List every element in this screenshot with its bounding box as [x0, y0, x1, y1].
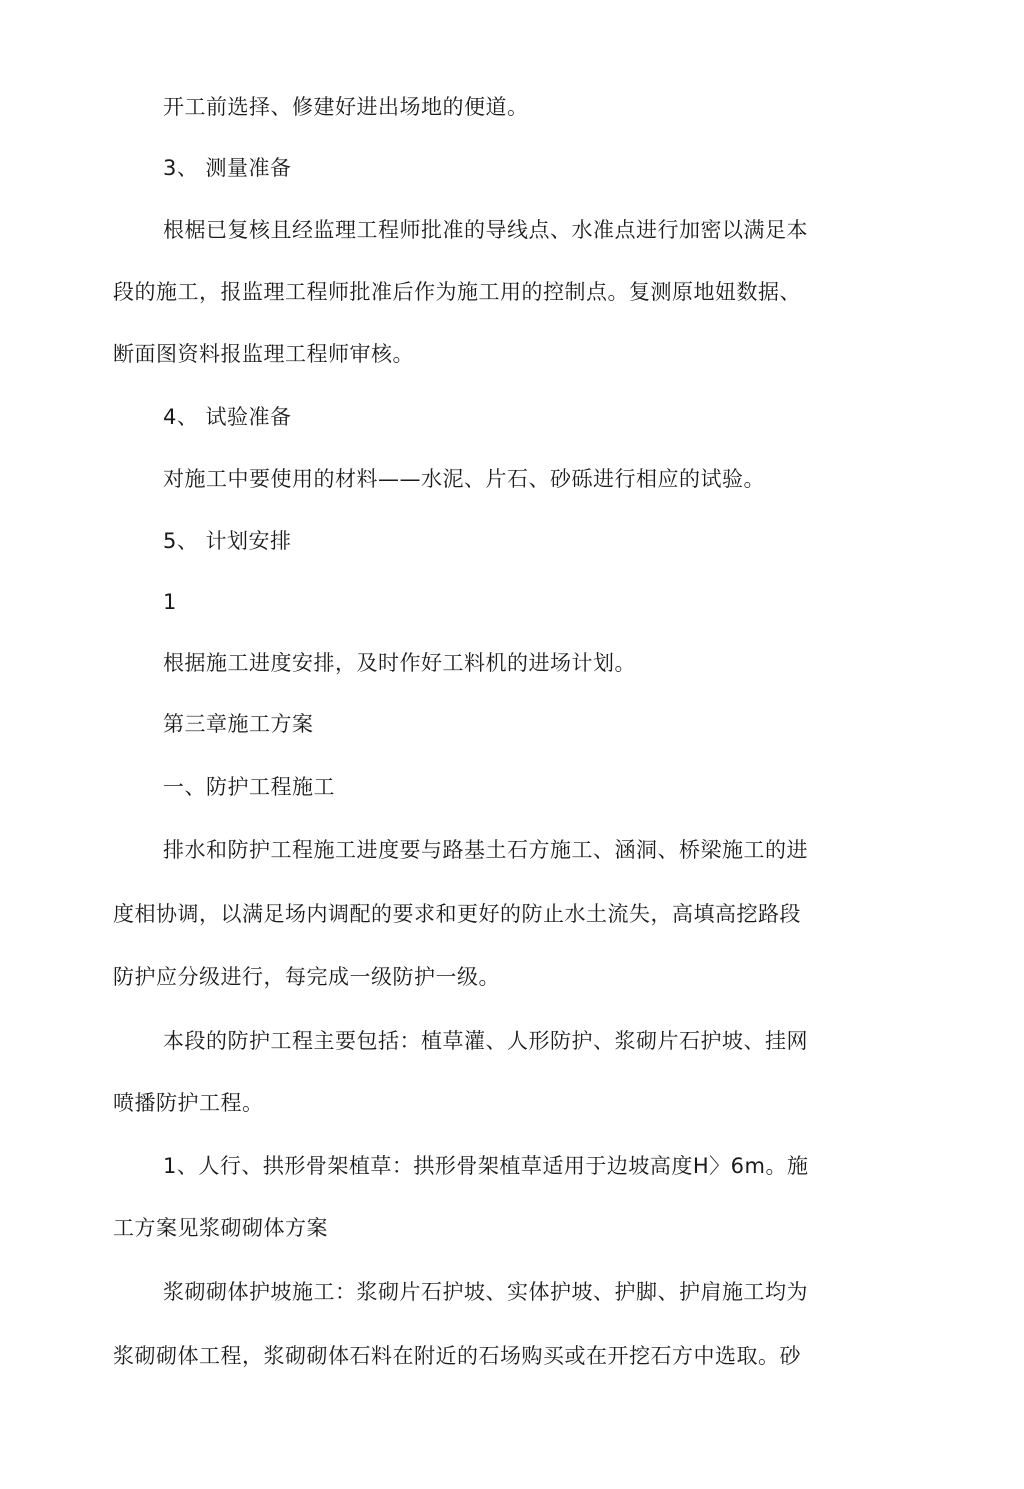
paragraph-text-line: 度相协调，以满足场内调配的要求和更好的防止水土流失，高填高挖路段 — [113, 902, 801, 926]
paragraph-text-line: 根据施工进度安排，及时作好工料机的进场计划。 — [163, 651, 636, 675]
paragraph-text-line: 浆砌砌体工程，浆砌砌体石料在附近的石场购买或在开挖石方中选取。砂 — [113, 1344, 801, 1368]
paragraph-text-line: 根椐已复核且经监理工程师批准的导线点、水准点进行加密以满足本 — [163, 218, 808, 242]
paragraph-text-line: 对施工中要使用的材料——水泥、片石、砂砾进行相应的试验。 — [163, 467, 765, 491]
paragraph-text-line: 本段的防护工程主要包括：植草灌、人形防护、浆砌片石护坡、挂网 — [163, 1029, 808, 1053]
section-heading: 4、 试验准备 — [163, 405, 292, 429]
paragraph-text-line: 防护应分级进行，每完成一级防护一级。 — [113, 965, 500, 989]
section-heading: 3、 测量准备 — [163, 156, 292, 180]
page-number: 1 — [163, 590, 177, 614]
paragraph-text-line: 段的施工，报监理工程师批准后作为施工用的控制点。复测原地妞数据、 — [113, 280, 801, 304]
paragraph-text-line: 浆砌砌体护坡施工：浆砌片石护坡、实体护坡、护脚、护肩施工均为 — [163, 1280, 808, 1304]
section-heading: 一、防护工程施工 — [163, 775, 335, 799]
paragraph-text-line: 断面图资料报监理工程师审核。 — [113, 342, 414, 366]
section-heading: 5、 计划安排 — [163, 529, 292, 553]
paragraph-text-line: 喷播防护工程。 — [113, 1091, 264, 1115]
paragraph-text-line: 排水和防护工程施工进度要与路基土石方施工、涵洞、桥梁施工的进 — [163, 838, 808, 862]
paragraph-text-line: 1、人行、拱形骨架植草：拱形骨架植草适用于边坡高度H〉6m。施 — [163, 1154, 809, 1178]
paragraph-text-line: 工方案见浆砌砌体方案 — [113, 1216, 328, 1240]
paragraph-text-line: 开工前选择、修建好进出场地的便道。 — [163, 95, 529, 119]
chapter-heading: 第三章施工方案 — [163, 712, 314, 736]
